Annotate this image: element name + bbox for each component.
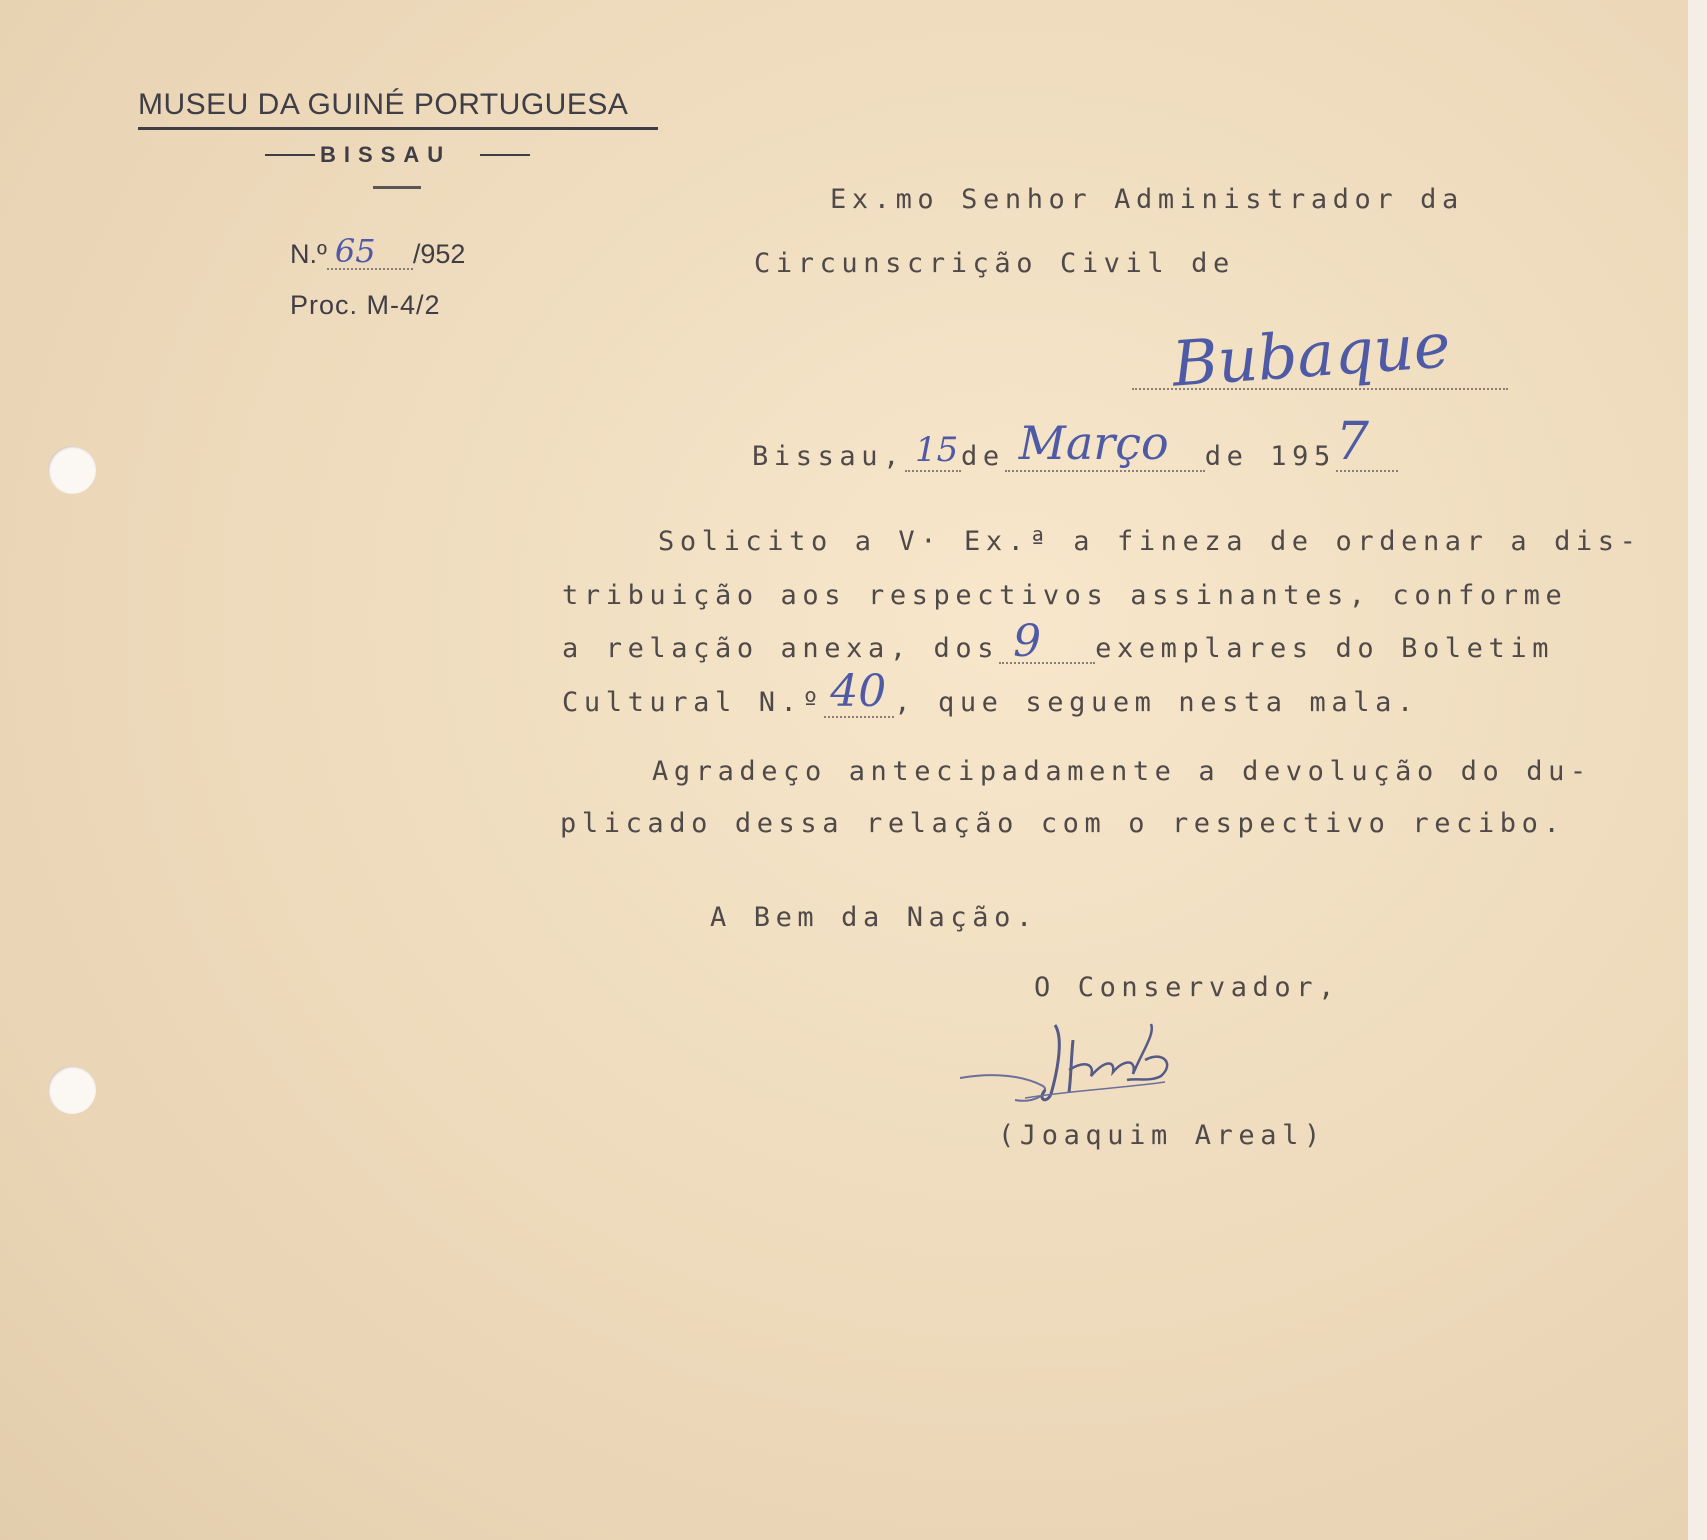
letterhead-museum-name: MUSEU DA GUINÉ PORTUGUESA <box>138 88 629 121</box>
reference-number-value: 65 <box>334 232 376 270</box>
addressee-place-handwritten: Bubaque <box>1169 308 1453 401</box>
body-line-3-end: exemplares do Boletim <box>1095 633 1555 664</box>
body-p2-line-1: Agradeço antecipadamente a devolução do du- <box>652 756 1592 787</box>
date-city: Bissau, <box>752 441 905 472</box>
closing-salutation: A Bem da Nação. <box>710 902 1038 933</box>
body-line-3 <box>562 616 1555 667</box>
letterhead-dash-right <box>480 154 530 156</box>
reference-number-label: N.º <box>290 239 327 269</box>
signature-handwritten <box>955 1020 1275 1120</box>
body-line-2: tribuição aos respectivos assinantes, conforme <box>562 580 1568 611</box>
date-day: 15 <box>915 430 959 470</box>
body-line-1: Solicito a V· Ex.ª a fineza de ordenar a dis- <box>658 526 1642 557</box>
body-line-4 <box>562 666 1419 718</box>
date-month: Março <box>1018 416 1169 470</box>
letterhead-rule <box>138 127 658 130</box>
punch-hole-top <box>48 446 96 494</box>
date-year-typed: 195 <box>1270 441 1336 472</box>
reference-process: Proc. M-4/2 <box>290 290 441 320</box>
signer-name: (Joaquim Areal) <box>998 1120 1326 1151</box>
addressee-line-1: Ex.mo Senhor Administrador da <box>830 184 1464 215</box>
body-line-3-start: a relação anexa, dos <box>562 633 1000 664</box>
body-p2-line-2: plicado dessa relação com o respectivo recibo. <box>560 808 1566 839</box>
reference-year: /952 <box>412 239 466 269</box>
reference-number <box>290 232 466 270</box>
body-line-4-start: Cultural N.º <box>562 687 825 718</box>
letterhead-dash-left <box>265 154 315 156</box>
copies-count: 9 <box>1013 616 1042 667</box>
date-year-last-digit: 7 <box>1335 412 1369 472</box>
addressee-line-2: Circunscrição Civil de <box>754 248 1235 279</box>
letterhead-city: BISSAU <box>320 142 452 167</box>
bulletin-number: 40 <box>830 666 887 717</box>
scan-margin <box>1688 0 1707 1540</box>
date-de-2: de <box>1204 441 1271 472</box>
letterhead-short-rule <box>373 186 421 189</box>
signer-title: O Conservador, <box>1034 972 1340 1003</box>
date-line <box>752 412 1398 472</box>
date-de-1: de <box>961 441 1005 472</box>
punch-hole-bottom <box>48 1066 96 1114</box>
body-line-4-end: , que seguem nesta mala. <box>894 687 1419 718</box>
